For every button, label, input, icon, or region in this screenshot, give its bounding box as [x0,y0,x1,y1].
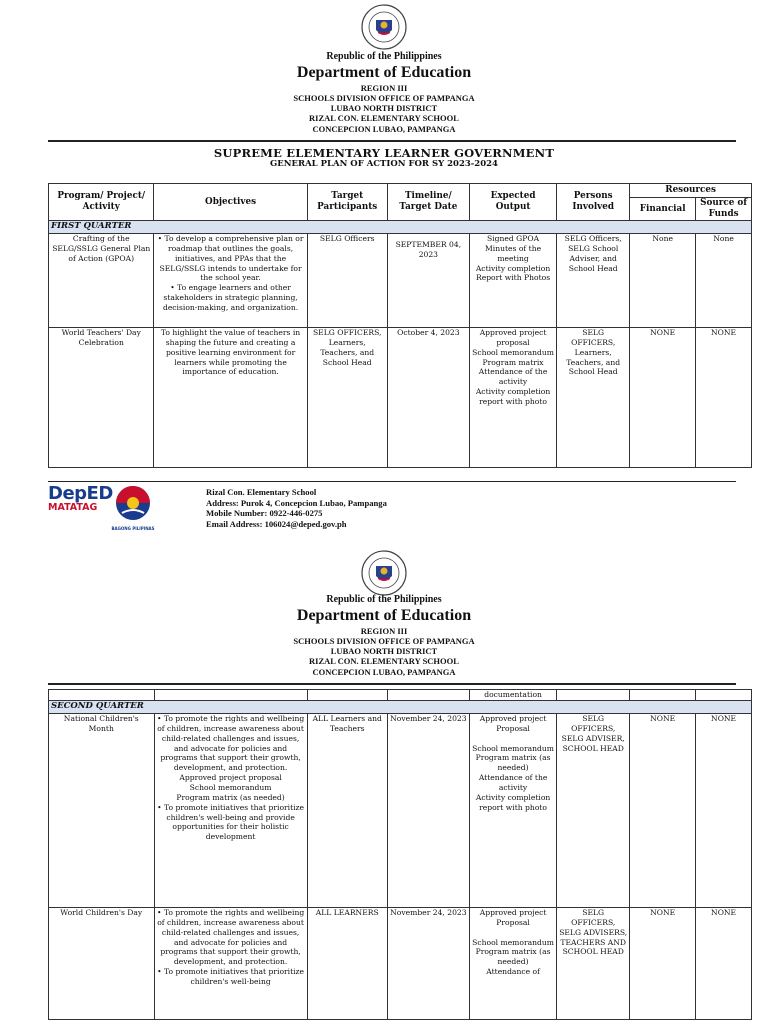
quarter-label-first: FIRST QUARTER [49,221,752,234]
cell-persons: SELG OFFICERS, Learners, Teachers, and School Head [557,328,630,468]
department-title: Department of Education [296,63,472,81]
contact-info [206,487,387,530]
header-divider [48,140,736,142]
cell-financial: NONE [630,714,696,908]
footer-school: Rizal Con. Elementary School [206,487,317,497]
cell-output: Signed GPOA Minutes of the meeting Activity completion Report with Photos [469,234,556,328]
header-division: SCHOOLS DIVISION OFFICE OF PAMPANGA [293,93,475,104]
page2-header [0,594,768,677]
page-footer [48,483,738,535]
cell-output: Approved project Proposal School memorandum Program matrix (as needed) Attendance of the activity Activity completion report with photo [469,714,556,908]
cell-objectives [154,328,307,468]
cell-persons: SELG Officers, SELG School Adviser, and School Head [557,234,630,328]
table-row [49,908,752,1020]
objective-item: School memorandum [189,783,272,793]
cell-objectives [154,714,307,908]
header-school: RIZAL CON. ELEMENTARY SCHOOL [309,113,459,124]
objective-item: • To promote the rights and wellbeing of children, increase awareness about child-related challenges and issues, and advocate for policies and programs that support their growth, development, and protection. [156,714,305,773]
matatag-logo-text: MATATAG [48,502,98,513]
cell-timeline: November 24, 2023 [387,714,469,908]
page1-header [0,51,768,134]
department-title: Department of Education [296,606,472,624]
objective-item: To highlight the value of teachers in shaping the future and creating a positive learning environment for learners while promoting the importance of education. [160,328,301,377]
cell-target: ALL LEARNERS [307,908,387,1020]
empty-cell [387,690,469,701]
col-resources: Resources [630,184,752,198]
objective-item: • To engage learners and other stakeholders in strategic planning, decision-making, and organization. [162,283,299,313]
deped-logo-text: DepED [48,483,113,504]
header-district: LUBAO NORTH DISTRICT [330,103,438,114]
col-target: Target Participants [307,184,387,221]
cell-output-continued: documentation [469,690,556,701]
objective-item: • To promote initiatives that prioritize children's well-being [157,967,305,987]
quarter-label-second: SECOND QUARTER [49,701,752,714]
header-region: REGION III [360,625,408,636]
republic-line: Republic of the Philippines [326,51,442,62]
table-row [49,234,752,328]
deped-seal-icon [361,4,407,50]
empty-cell [154,690,307,701]
col-timeline: Timeline/ Target Date [387,184,469,221]
republic-line: Republic of the Philippines [326,594,442,605]
cell-output: Approved project Proposal School memorandum Program matrix (as needed) Attendance of [469,908,556,1020]
cell-financial: NONE [630,908,696,1020]
col-output: Expected Output [469,184,556,221]
header-region: REGION III [360,82,408,93]
plan-title-block [0,147,768,169]
col-objectives: Objectives [154,184,307,221]
header-divider [48,683,736,685]
cell-program: Crafting of the SELG/SSLG General Plan of Action (GPOA) [49,234,154,328]
col-source: Source of Funds [696,198,752,221]
cell-financial: None [630,234,696,328]
cell-persons: SELG OFFICERS, SELG ADVISER, SCHOOL HEAD [557,714,630,908]
plan-subtitle: GENERAL PLAN OF ACTION FOR SY 2023-2024 [270,158,498,169]
plan-table-page1 [48,183,752,468]
header-district: LUBAO NORTH DISTRICT [330,646,438,657]
cell-source: NONE [696,908,752,1020]
footer-mobile: Mobile Number: 0922-446-0275 [206,508,323,519]
objective-item: • To promote the rights and wellbeing of children, increase awareness about child-related challenges and issues, and advocate for policies and programs that support their growth, development, and protection. [156,908,305,967]
cell-source: None [696,234,752,328]
empty-cell [557,690,630,701]
cell-timeline: November 24, 2023 [387,908,469,1020]
header-address: CONCEPCION LUBAO, PAMPANGA [312,666,456,677]
table-row [49,714,752,908]
objective-item: Approved project proposal [179,773,282,783]
header-division: SCHOOLS DIVISION OFFICE OF PAMPANGA [293,636,475,647]
bagong-pilipinas-text: BAGONG PILIPINAS [111,526,155,531]
bagong-pilipinas-icon [110,483,156,523]
cell-target: SELG OFFICERS, Learners, Teachers, and School Head [307,328,387,468]
footer-email: Email Address: 106024@deped.gov.ph [206,519,347,530]
cell-program: World Children's Day [49,908,155,1020]
cell-program: World Teachers' Day Celebration [49,328,154,468]
cell-timeline: SEPTEMBER 04, 2023 [387,234,469,328]
cell-output: Approved project proposal School memorandum Program matrix Attendance of the activity Activity completion report with photo [469,328,556,468]
objective-item: • To develop a comprehensive plan or roadmap that outlines the goals, initiatives, and PPAs that the SELG/SSLG intends to undertake for the school year. [157,234,304,283]
plan-title: SUPREME ELEMENTARY LEARNER GOVERNMENT [213,146,555,160]
cell-persons: SELG OFFICERS, SELG ADVISERS, TEACHERS AND SCHOOL HEAD [557,908,630,1020]
empty-cell [307,690,387,701]
cell-program: National Children's Month [49,714,155,908]
footer-address: Address: Purok 4, Concepcion Lubao, Pampanga [206,497,387,508]
objective-item: • To promote initiatives that prioritize children's well-being and provide opportunities for their holistic development [157,802,305,842]
cell-source: NONE [696,328,752,468]
cell-target: SELG Officers [307,234,387,328]
header-school: RIZAL CON. ELEMENTARY SCHOOL [309,656,459,667]
deped-logo [48,483,113,531]
footer-divider [48,481,736,482]
plan-table-page2 [48,689,752,1020]
table-row [49,328,752,468]
empty-cell [49,690,155,701]
cell-source: NONE [696,714,752,908]
objective-item: Program matrix (as needed) [176,792,285,802]
col-financial: Financial [630,198,696,221]
empty-cell [630,690,696,701]
deped-seal-icon [361,550,407,596]
empty-cell [696,690,752,701]
cell-timeline: October 4, 2023 [387,328,469,468]
cell-target: ALL Learners and Teachers [307,714,387,908]
cell-objectives [154,234,307,328]
cell-financial: NONE [630,328,696,468]
col-program: Program/ Project/ Activity [49,184,154,221]
header-address: CONCEPCION LUBAO, PAMPANGA [312,123,456,134]
cell-objectives [154,908,307,1020]
col-persons: Persons Involved [557,184,630,221]
bagong-pilipinas-logo [110,483,156,531]
